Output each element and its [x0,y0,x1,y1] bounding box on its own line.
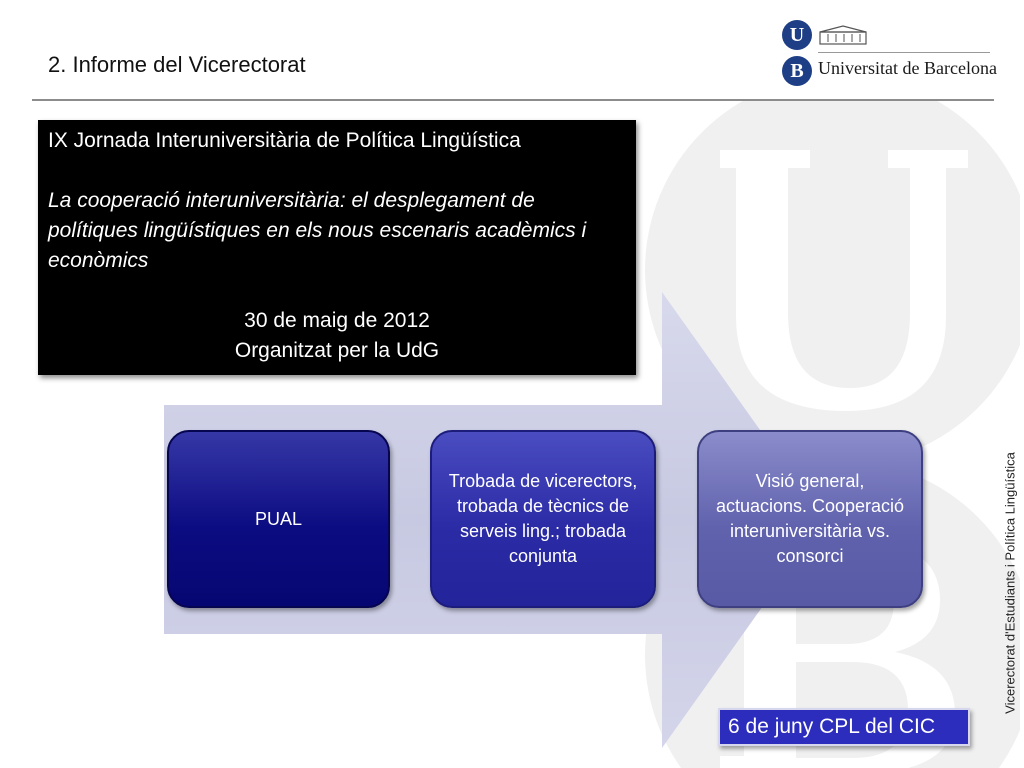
vertical-department-label: Vicerectorat d'Estudiants i Política Lingüística [1002,452,1018,714]
process-step-meetings [430,430,656,608]
university-logo [780,18,995,88]
event-organizer: Organitzat per la UdG [234,339,440,362]
slide-title: 2. Informe del Vicerectorat [48,52,306,77]
date-badge: 6 de juny CPL del CIC [718,708,970,746]
logo-letter-b: B [782,56,812,86]
event-subtitle: La cooperació interuniversitària: el desplegament de polítiques lingüístiques en els nous escenaris acadèmics i econòmics [48,189,587,272]
logo-university-name: Universitat de Barcelona [818,58,997,78]
event-name: IX Jornada Interuniversitària de Política Lingüística [48,129,521,152]
title-divider [32,99,994,101]
process-step-label: Visió general, actuacions. Cooperació interuniversitària vs. consorci [715,471,905,566]
process-step-label: Trobada de vicerectors, trobada de tècnics de serveis ling.; trobada conjunta [448,471,638,566]
process-step-label: PUAL [254,508,303,529]
event-date: 30 de maig de 2012 [244,309,430,332]
process-step-pual [167,430,390,608]
logo-divider [818,52,990,53]
logo-letter-u: U [782,20,812,50]
process-step-overview [697,430,923,608]
building-icon [818,24,868,46]
